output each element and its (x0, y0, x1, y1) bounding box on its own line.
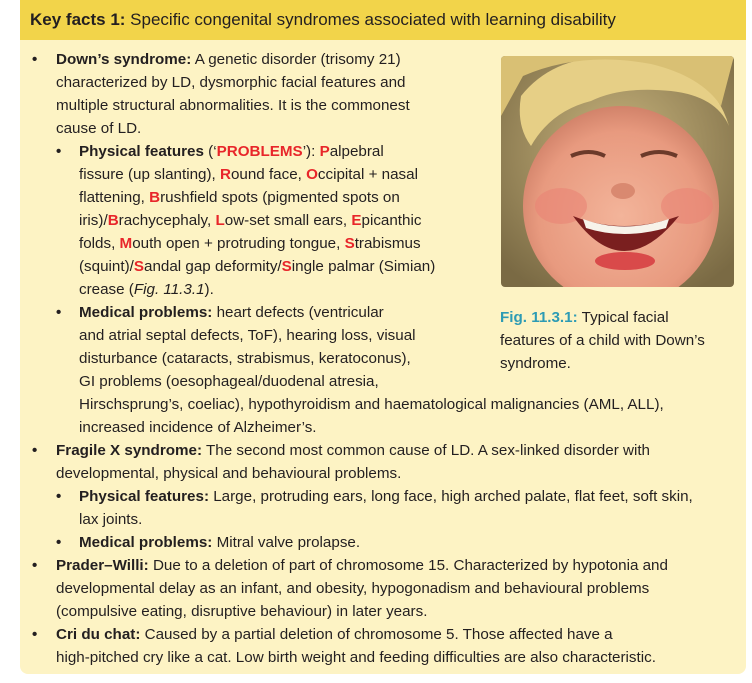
header-title: Specific congenital syndromes associated with learning disability (130, 10, 616, 29)
cri-line-1: high-pitched cry like a cat. Low birth weight and feeding difficulties are also characteristic. (56, 649, 656, 666)
child-face-illustration (501, 56, 734, 287)
fragile-medical-text: Mitral valve prolapse. (216, 534, 361, 551)
down-medical-term: Medical problems: (79, 304, 213, 321)
down-medical-line-5: increased incidence of Alzheimer’s. (79, 419, 317, 436)
down-medical-text-0: heart defects (ventricular (216, 304, 384, 321)
phys-l3-c: ow-set small ears, (224, 212, 352, 229)
cri-term: Cri du chat: (56, 626, 141, 643)
down-medical-line-1: and atrial septal defects, ToF), hearing loss, visual (79, 327, 416, 344)
caption-line-2: syndrome. (500, 355, 571, 372)
fragile-term: Fragile X syndrome: (56, 442, 203, 459)
phys-l5-a: (squint)/ (79, 258, 134, 275)
down-medical-line-4: Hirschsprung’s, coeliac), hypothyroidism and haematological malignancies (AML, ALL), (79, 396, 664, 413)
phys-l6-a: crease ( (79, 281, 134, 298)
phys-l4-b: outh open + protruding tongue, (132, 235, 345, 252)
prader-line-1: developmental delay as an infant, and obesity, hypogonadism and behavioural problems (56, 580, 650, 597)
bullet-prader: • (32, 557, 38, 574)
phys-l1-c: ccipital + nasal (317, 166, 418, 183)
initial-r: R (219, 166, 231, 183)
initial-s3: S (281, 258, 292, 275)
fragile-text-0: The second most common cause of LD. A sex-linked disorder with (205, 442, 650, 459)
fragile-medical-term: Medical problems: (79, 534, 213, 551)
phys-l1-b: ound face, (230, 166, 307, 183)
down-physical-line-3 (79, 209, 421, 232)
down-line-2: multiple structural abnormalities. It is the commonest (56, 97, 410, 114)
initial-s2: S (133, 258, 145, 275)
q-close: ’): (302, 143, 320, 160)
phys-l5-b: andal gap deformity/ (144, 258, 282, 275)
down-physical-line-2 (79, 186, 400, 209)
figure-ref: Fig. 11.3.1 (133, 281, 205, 298)
initial-l: L (215, 212, 225, 229)
bullet-fragile-physical: • (56, 488, 62, 505)
phys-l3-b: rachycephaly, (118, 212, 216, 229)
key-facts-box (20, 0, 746, 674)
initial-o: O (306, 166, 318, 183)
bullet-fragile-medical: • (56, 534, 62, 551)
phys-l0-tail: alpebral (329, 143, 384, 160)
prader-text-0: Due to a deletion of part of chromosome 15. Characterized by hypotonia and (152, 557, 668, 574)
down-physical-line-0 (79, 140, 384, 163)
phys-l6-b: ). (204, 281, 214, 298)
down-physical-term: Physical features (79, 143, 204, 160)
fragile-physical-text-0: Large, protruding ears, long face, high arched palate, flat feet, soft skin, (213, 488, 693, 505)
phys-l4-c: trabismus (354, 235, 421, 252)
phys-l4-a: folds, (79, 235, 120, 252)
initial-m: M (119, 235, 133, 252)
down-medical-line-2: disturbance (cataracts, strabismus, keratoconus), (79, 350, 411, 367)
phys-l1-a: fissure (up slanting), (79, 166, 220, 183)
initial-b2: B (107, 212, 119, 229)
fragile-line-1: developmental, physical and behavioural problems. (56, 465, 402, 482)
down-line-1: characterized by LD, dysmorphic facial features and (56, 74, 406, 91)
prader-line-2: (compulsive eating, disruptive behaviour) in later years. (56, 603, 428, 620)
caption-line-0: Typical facial (581, 309, 669, 326)
phys-l3-a: iris)/ (79, 212, 108, 229)
initial-p: P (319, 143, 330, 160)
down-physical-line-5 (79, 255, 435, 278)
phys-l2-a: flattening, (79, 189, 150, 206)
fragile-line-0 (56, 439, 650, 462)
down-term: Down’s syndrome: (56, 51, 192, 68)
fragile-physical-line-1: lax joints. (79, 511, 143, 528)
down-text-0: A genetic disorder (trisomy 21) (194, 51, 401, 68)
down-medical-line-3: GI problems (oesophageal/duodenal atresia, (79, 373, 379, 390)
bullet-fragile: • (32, 442, 38, 459)
figure-label: Fig. 11.3.1: (500, 309, 578, 326)
fragile-physical-term: Physical features: (79, 488, 209, 505)
caption-line-1: features of a child with Down’s (500, 332, 705, 349)
down-physical-line-1 (79, 163, 418, 186)
prader-term: Prader–Willi: (56, 557, 149, 574)
down-medical-line-0 (79, 301, 384, 324)
initial-b: B (149, 189, 161, 206)
down-line-0 (56, 48, 401, 71)
bullet-down-medical: • (56, 304, 62, 321)
bullet-cri: • (32, 626, 38, 643)
cri-line-0 (56, 623, 613, 646)
phys-l5-c: ingle palmar (Simian) (291, 258, 436, 275)
bullet-down: • (32, 51, 38, 68)
q-open: (‘ (203, 143, 217, 160)
fragile-medical-line (79, 531, 360, 554)
down-physical-line-4 (79, 232, 421, 255)
bullet-down-physical: • (56, 143, 62, 160)
child-photo (501, 56, 734, 287)
fragile-physical-line-0 (79, 485, 693, 508)
prader-line-0 (56, 554, 668, 577)
cri-text-0: Caused by a partial deletion of chromosome 5. Those affected have a (144, 626, 613, 643)
key-facts-header (20, 0, 746, 40)
header-label: Key facts 1: (30, 10, 126, 29)
mnemonic: PROBLEMS (216, 143, 303, 160)
figure-caption (500, 306, 736, 375)
down-physical-line-6 (79, 278, 214, 301)
initial-s: S (344, 235, 355, 252)
phys-l3-d: picanthic (361, 212, 422, 229)
initial-e: E (351, 212, 362, 229)
phys-l2-b: rushfield spots (pigmented spots on (160, 189, 400, 206)
down-line-3: cause of LD. (56, 120, 142, 137)
